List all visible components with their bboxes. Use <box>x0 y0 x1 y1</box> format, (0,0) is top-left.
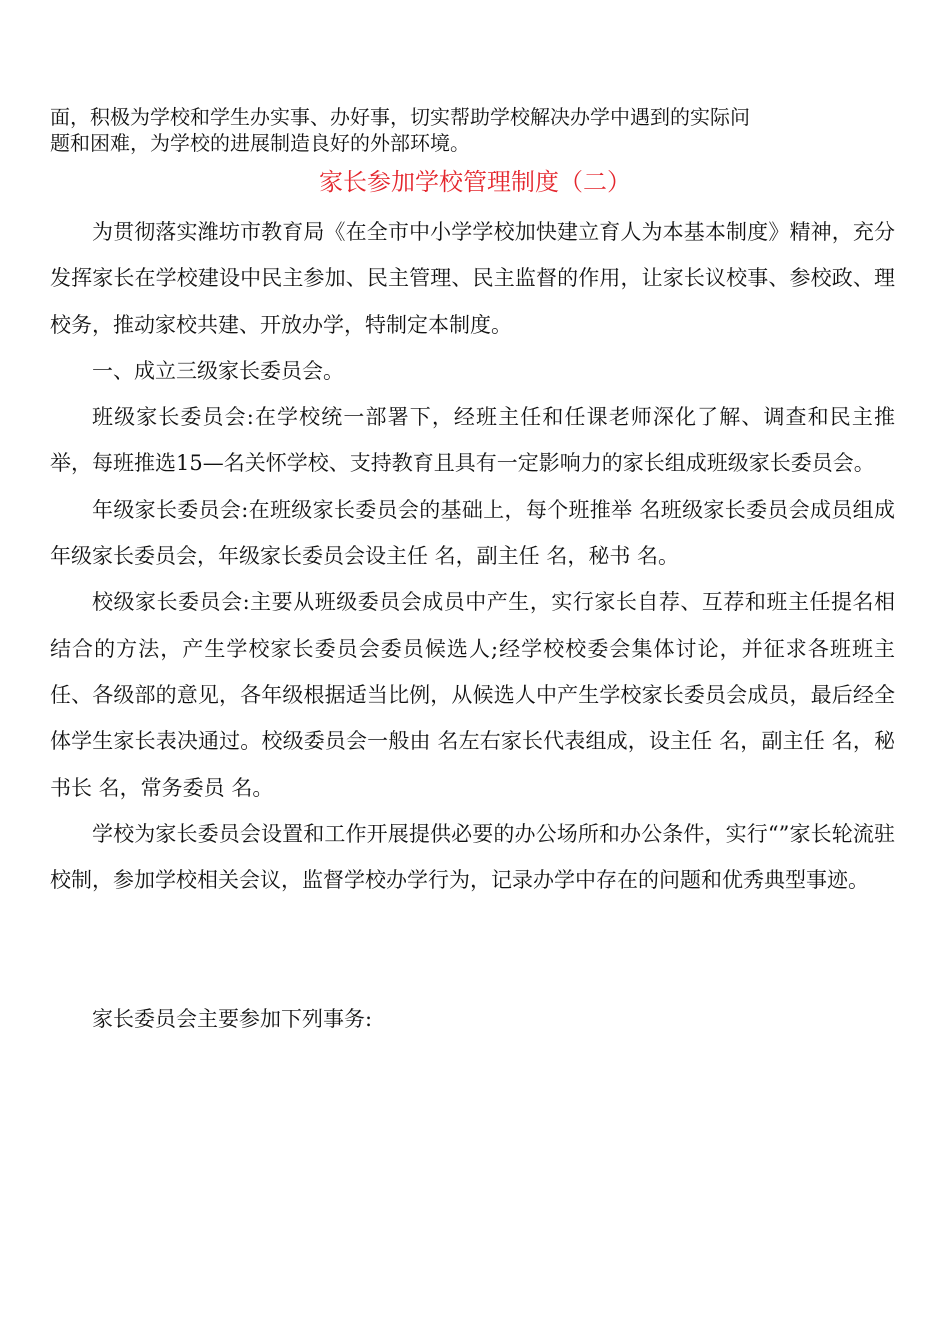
blank-gap <box>50 903 895 996</box>
paragraph-grade-committee: 年级家长委员会:在班级家长委员会的基础上，每个班推举 名班级家长委员会成员组成年级家长委员会，年级家长委员会设主任 名，副主任 名，秘书 名。 <box>50 497 895 569</box>
section-title: 家长参加学校管理制度（二） <box>319 168 631 196</box>
intro-line-1: 面，积极为学校和学生办实事、办好事，切实帮助学校解决办学中遇到的实际问 <box>50 105 750 129</box>
paragraph-school-committee: 校级家长委员会:主要从班级委员会成员中产生，实行家长自荐、互荐和班主任提名相结合的方法，产生学校家长委员会委员候选人;经学校校委会集体讨论，并征求各班班主任、各级部的意见，各年级根据适当比例，从候选人中产生学校家长委员会成员，最后经全体学生家长表决通过。校级委员会一般由 名左右家长代表组成，设主任 名，副主任 名，秘书长 名，常务委员 名。 <box>50 590 895 800</box>
document-body <box>50 209 895 1043</box>
paragraph-support: 学校为家长委员会设置和工作开展提供必要的办公场所和办公条件，实行“”家长轮流驻校制，参加学校相关会议，监督学校办学行为，记录办学中存在的问题和优秀典型事迹。 <box>50 821 895 893</box>
paragraph-heading-one: 一、成立三级家长委员会。 <box>92 358 344 383</box>
intro-line-2: 题和困难，为学校的进展制造良好的外部环境。 <box>50 131 470 155</box>
paragraph-duties: 家长委员会主要参加下列事务: <box>92 1007 373 1032</box>
intro-text <box>50 104 850 156</box>
paragraph-purpose: 为贯彻落实潍坊市教育局《在全市中小学学校加快建立育人为本基本制度》精神，充分发挥家长在学校建设中民主参加、民主管理、民主监督的作用，让家长议校事、参校政、理校务，推动家校共建、开放办学，特制定本制度。 <box>50 220 895 337</box>
paragraph-class-committee: 班级家长委员会:在学校统一部署下，经班主任和任课老师深化了解、调查和民主推举，每班推选15—名关怀学校、支持教育且具有一定影响力的家长组成班级家长委员会。 <box>50 405 895 476</box>
